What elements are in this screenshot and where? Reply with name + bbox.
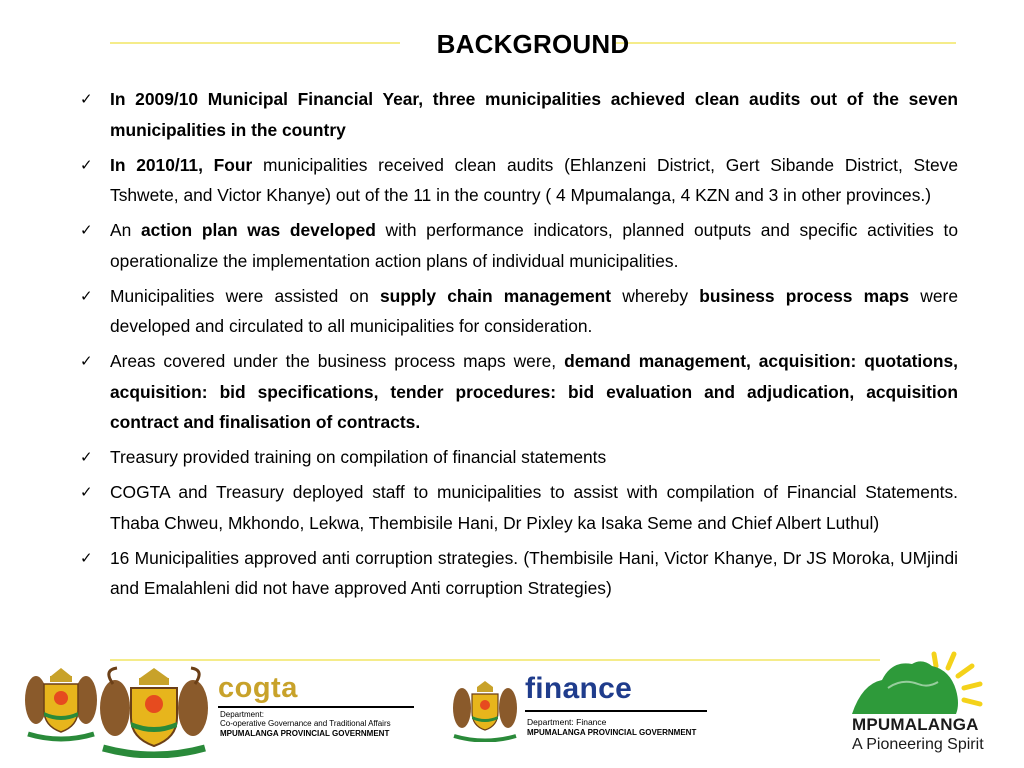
cogta-dept-name: Co-operative Governance and Traditional Affairs [220, 719, 391, 728]
finance-logo [525, 672, 715, 746]
checkmark-icon: ✓ [80, 155, 93, 174]
bullet-text-bold: supply chain management [379, 285, 612, 306]
checkmark-icon: ✓ [80, 483, 93, 501]
bullet-text-bold: business process maps [699, 285, 910, 306]
finance-gov-name: MPUMALANGA PROVINCIAL GOVERNMENT [527, 728, 697, 737]
bullet-item [80, 442, 958, 473]
bullet-text: whereby [611, 285, 700, 306]
finance-rule [525, 710, 707, 712]
bullet-text: 16 Municipalities approved anti corruption strategies. (Thembisile Hani, Victor Khanye, Dr JS Moroka, UMjindi and Emalahleni did not have approved Anti corruption Strategies) [110, 547, 958, 598]
bullet-text: Areas covered under the business process maps were, [110, 351, 565, 371]
bullet-item [80, 281, 958, 342]
checkmark-icon: ✓ [80, 448, 93, 466]
cogta-rule [218, 706, 414, 708]
bullet-item [80, 150, 958, 211]
bullet-item [80, 84, 958, 145]
bullet-text: were developed and circulated to all municipalities for consideration. [110, 285, 958, 336]
checkmark-icon: ✓ [80, 221, 93, 239]
cogta-wordmark: cogta [218, 672, 298, 704]
finance-wordmark: finance [525, 672, 633, 705]
bullet-text: Municipalities were assisted on [110, 285, 380, 306]
bullet-item [80, 477, 958, 538]
page-title: BACKGROUND [436, 29, 630, 59]
bullet-text-bold: In 2010/11, Four [110, 154, 253, 175]
bullet-text: An [110, 220, 141, 240]
coat-of-arms-logo [22, 662, 100, 744]
coat-of-arms-logo [450, 678, 520, 742]
bullet-text: Treasury provided training on compilation of financial statements [110, 447, 607, 467]
bullet-text: COGTA and Treasury deployed staff to municipalities to assist with compilation of Financial Statements. Thaba Chweu, Mkhondo, Lekwa, Thembisile Hani, Dr Pixley ka Isaka Seme and Chief Albert Luthul) [110, 482, 958, 533]
bullet-text-bold: In 2009/10 Municipal Financial Year, three municipalities achieved clean audits out of the seven municipalities in the country [110, 89, 958, 140]
checkmark-icon: ✓ [80, 548, 93, 567]
bullet-list [80, 84, 958, 608]
bullet-item [80, 543, 958, 604]
checkmark-icon: ✓ [80, 352, 93, 370]
bullet-text: municipalities received clean audits (Ehlanzeni District, Gert Sibande District, Steve Tshwete, and Victor Khanye) out of the 11 in the country ( 4 Mpumalanga, 4 KZN and 3 in other provinces.) [110, 154, 958, 205]
bullet-item [80, 346, 958, 438]
cogta-dept-label: Department: [220, 710, 265, 719]
bullet-item [80, 215, 958, 276]
finance-dept-line: Department: Finance [527, 717, 607, 727]
checkmark-icon: ✓ [80, 286, 93, 305]
cogta-gov-name: MPUMALANGA PROVINCIAL GOVERNMENT [220, 729, 390, 738]
bullet-text-bold: demand management, acquisition: quotations, acquisition: bid specifications, tender procedures: bid evaluation and adjudication, acquisition contract and finalisation of contracts. [110, 351, 958, 432]
title-bar [110, 28, 956, 60]
coat-of-arms-logo [95, 664, 213, 758]
footer-rule [110, 659, 880, 661]
mpumalanga-sun-logo [848, 648, 988, 718]
bullet-text-bold: action plan was developed [140, 220, 376, 240]
province-slogan: A Pioneering Spirit [852, 736, 984, 753]
checkmark-icon: ✓ [80, 90, 93, 108]
cogta-logo [218, 672, 418, 746]
bullet-text: with performance indicators, planned outputs and specific activities to operationalize the implementation action plans of individual municipalities. [110, 220, 958, 271]
province-name: MPUMALANGA [852, 715, 979, 734]
